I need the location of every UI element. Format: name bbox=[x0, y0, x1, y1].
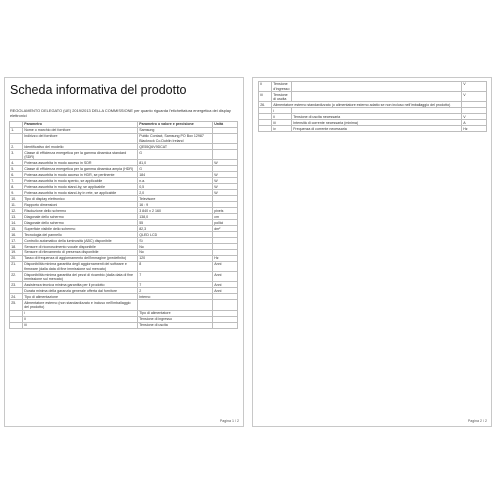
row-number: 1. bbox=[10, 127, 23, 133]
row-unit: pixels bbox=[213, 208, 238, 214]
document-page-1 bbox=[4, 77, 244, 427]
row-value: 81,0 bbox=[138, 160, 213, 166]
row-value: Tensione di uscita bbox=[138, 322, 213, 328]
row-value: 2,0 bbox=[138, 190, 213, 196]
row-unit: Anni bbox=[213, 272, 238, 282]
document-page-2 bbox=[252, 77, 492, 427]
row-parameter: Superficie visibile dello schermo bbox=[23, 226, 138, 232]
row-value bbox=[292, 92, 462, 102]
row-value: G bbox=[138, 150, 213, 160]
table-row bbox=[10, 322, 238, 328]
row-number: 8. bbox=[10, 184, 23, 190]
row-parameter: Potenza assorbita in modo acceso in SDR bbox=[23, 160, 138, 166]
row-number bbox=[259, 126, 272, 132]
row-unit: Hz bbox=[213, 256, 238, 262]
row-value: Public Contact, Samsung PO Box 12987 Blackrock Co.Dublin Ireland bbox=[138, 133, 213, 143]
row-value bbox=[138, 300, 213, 310]
row-value: 16 : 9 bbox=[138, 202, 213, 208]
row-parameter: Potenza assorbita in modo stand-by in rete, se applicabile bbox=[23, 190, 138, 196]
row-value: n.a. bbox=[138, 178, 213, 184]
table-row bbox=[259, 82, 487, 92]
row-value: Sì bbox=[138, 238, 213, 244]
row-value: Frequenza di corrente necessaria bbox=[292, 126, 462, 132]
row-value: Samsung bbox=[138, 127, 213, 133]
row-parameter: iii bbox=[272, 120, 292, 126]
row-parameter: Potenza assorbita in modo acceso in HDR, se pertinente bbox=[23, 172, 138, 178]
row-parameter: i bbox=[272, 108, 292, 114]
row-number: ii bbox=[259, 82, 272, 92]
row-value: No bbox=[138, 250, 213, 256]
header-unit: Unità bbox=[213, 122, 238, 128]
row-parameter: Controllo automatico della luminosità (ABC) disponibile bbox=[23, 238, 138, 244]
row-unit bbox=[213, 150, 238, 160]
row-value: 0,5 bbox=[138, 184, 213, 190]
row-parameter: i bbox=[23, 310, 138, 316]
row-number: 15. bbox=[10, 226, 23, 232]
row-value: 138,0 bbox=[138, 214, 213, 220]
row-parameter: Alimentatore esterno (non standardizzato e incluso nell'imballaggio del prodotto) bbox=[23, 300, 138, 310]
row-unit: W bbox=[213, 172, 238, 178]
row-number: iii bbox=[259, 92, 272, 102]
table-row bbox=[10, 262, 238, 272]
row-unit: W bbox=[213, 184, 238, 190]
row-parameter: Sensore di rilevamento di presenza disponibile bbox=[23, 250, 138, 256]
row-parameter: Assistenza tecnica minima garantita per il prodotto bbox=[23, 282, 138, 288]
row-unit bbox=[213, 133, 238, 143]
row-unit: W bbox=[213, 190, 238, 196]
table-row bbox=[10, 150, 238, 160]
row-value: Televisore bbox=[138, 196, 213, 202]
row-parameter: Tasso di frequenza di aggiornamento dell'immagine (predefinito) bbox=[23, 256, 138, 262]
row-unit: Anni bbox=[213, 262, 238, 272]
row-value: 120 bbox=[138, 256, 213, 262]
page-number: Pagina 2 / 2 bbox=[467, 419, 487, 423]
row-parameter: Diagonale dello schermo bbox=[23, 214, 138, 220]
row-value: QLED LCD bbox=[138, 232, 213, 238]
row-number: 18. bbox=[10, 244, 23, 250]
row-unit bbox=[213, 322, 238, 328]
row-parameter: Potenza assorbita in modo spento, se applicabile bbox=[23, 178, 138, 184]
page-title: Scheda informativa del prodotto bbox=[10, 83, 187, 97]
row-value: 2 bbox=[138, 288, 213, 294]
row-unit: pollici bbox=[213, 220, 238, 226]
row-parameter: Tecnologia del pannello bbox=[23, 232, 138, 238]
row-number: 6. bbox=[10, 172, 23, 178]
row-number: 5. bbox=[10, 166, 23, 172]
row-number: 7. bbox=[10, 178, 23, 184]
row-parameter: Tipo di display elettronico bbox=[23, 196, 138, 202]
row-value: Tensione di ingresso bbox=[138, 316, 213, 322]
row-number: 20. bbox=[10, 256, 23, 262]
row-value: G bbox=[138, 166, 213, 172]
row-number: 9. bbox=[10, 190, 23, 196]
row-value: Tipo di alimentatore bbox=[138, 310, 213, 316]
table-row bbox=[259, 126, 487, 132]
row-unit: Hz bbox=[462, 126, 487, 132]
row-number: 17. bbox=[10, 238, 23, 244]
product-info-table bbox=[9, 121, 238, 329]
row-parameter: Potenza assorbita in modo stand-by, se applicabile bbox=[23, 184, 138, 190]
page-number: Pagina 1 / 2 bbox=[219, 419, 239, 423]
row-parameter: Diagonale dello schermo bbox=[23, 220, 138, 226]
row-parameter: Nome o marchio del fornitore bbox=[23, 127, 138, 133]
row-value: QE55Q6V9DCAT bbox=[138, 144, 213, 150]
row-number: 10. bbox=[10, 196, 23, 202]
header-parameter: Parametro bbox=[23, 122, 138, 128]
row-number bbox=[10, 322, 23, 328]
row-value: Tensione di uscita necessaria bbox=[292, 114, 462, 120]
table-row bbox=[10, 300, 238, 310]
table-row bbox=[259, 92, 487, 102]
row-unit: dm² bbox=[213, 226, 238, 232]
row-value bbox=[292, 82, 462, 92]
row-parameter: Indirizzo del fornitore bbox=[23, 133, 138, 143]
row-unit: Anni bbox=[213, 288, 238, 294]
row-unit: V bbox=[462, 114, 487, 120]
row-number: 26. bbox=[259, 102, 272, 108]
row-parameter: Disponibilità minima garantita degli aggiornamenti del software e firmware (dalla data di fine immissione sul mercato) bbox=[23, 262, 138, 272]
row-parameter: Classe di efficienza energetica per la gamma dinamica standard (SDR) bbox=[23, 150, 138, 160]
table-row bbox=[10, 133, 238, 143]
row-parameter: iii bbox=[23, 322, 138, 328]
row-parameter: ii bbox=[272, 114, 292, 120]
row-parameter: Tensione d'ingresso bbox=[272, 82, 292, 92]
row-unit: A bbox=[462, 120, 487, 126]
row-value: No bbox=[138, 244, 213, 250]
row-number: 3. bbox=[10, 150, 23, 160]
row-number: 19. bbox=[10, 250, 23, 256]
product-info-table-continued bbox=[258, 81, 487, 132]
row-number: 4. bbox=[10, 160, 23, 166]
row-value: 184 bbox=[138, 172, 213, 178]
row-parameter: Alimentatore esterno standardizzato (o alimentatore esterno adatto se non incluso nell'imballaggio del prodotto) bbox=[272, 102, 462, 108]
row-unit: cm bbox=[213, 214, 238, 220]
row-value: 82,3 bbox=[138, 226, 213, 232]
row-value: Intensità di corrente necessaria (minima) bbox=[292, 120, 462, 126]
row-parameter: Durata minima della garanzia generale offerta dal fornitore bbox=[23, 288, 138, 294]
row-value: 55 bbox=[138, 220, 213, 226]
row-value: 3 840 x 2 160 bbox=[138, 208, 213, 214]
row-number: 22. bbox=[10, 272, 23, 282]
row-parameter: Rapporto dimensioni bbox=[23, 202, 138, 208]
row-number: 2. bbox=[10, 144, 23, 150]
row-parameter: Risoluzione dello schermo bbox=[23, 208, 138, 214]
row-unit: V bbox=[462, 82, 487, 92]
row-parameter: Tipo di alimentazione bbox=[23, 294, 138, 300]
row-value: Interno bbox=[138, 294, 213, 300]
regulation-reference: REGOLAMENTO DELEGATO (UE) 2019/2013 DELLA COMMISSIONE per quanto riguarda l'etichettatura energetica dei display elettronici bbox=[10, 108, 231, 118]
row-unit: Anni bbox=[213, 282, 238, 288]
row-unit: W bbox=[213, 178, 238, 184]
row-number: 14. bbox=[10, 220, 23, 226]
row-parameter: iv bbox=[272, 126, 292, 132]
row-parameter: Identificativo del modello bbox=[23, 144, 138, 150]
row-parameter: Tensione di uscita bbox=[272, 92, 292, 102]
row-parameter: Sensore di riconoscimento vocale disponibile bbox=[23, 244, 138, 250]
row-unit: W bbox=[213, 160, 238, 166]
row-value: 7 bbox=[138, 272, 213, 282]
row-number: 23. bbox=[10, 282, 23, 288]
row-value: 7 bbox=[138, 282, 213, 288]
row-number: 25. bbox=[10, 300, 23, 310]
row-number: 16. bbox=[10, 232, 23, 238]
row-unit: V bbox=[462, 92, 487, 102]
row-value: 8 bbox=[138, 262, 213, 272]
row-number: 13. bbox=[10, 214, 23, 220]
header-value: Parametro o valore e precisione bbox=[138, 122, 213, 128]
row-number: 12. bbox=[10, 208, 23, 214]
row-parameter: Classe di efficienza energetica per la gamma dinamica ampia (HDR) bbox=[23, 166, 138, 172]
row-number: 21. bbox=[10, 262, 23, 272]
row-parameter: ii bbox=[23, 316, 138, 322]
row-number: 24. bbox=[10, 294, 23, 300]
row-unit bbox=[213, 300, 238, 310]
row-number bbox=[10, 133, 23, 143]
row-parameter: Disponibilità minima garantita dei pezzi di ricambio (dalla data di fine immissione sul mercato) bbox=[23, 272, 138, 282]
row-number: 11. bbox=[10, 202, 23, 208]
table-row bbox=[10, 272, 238, 282]
